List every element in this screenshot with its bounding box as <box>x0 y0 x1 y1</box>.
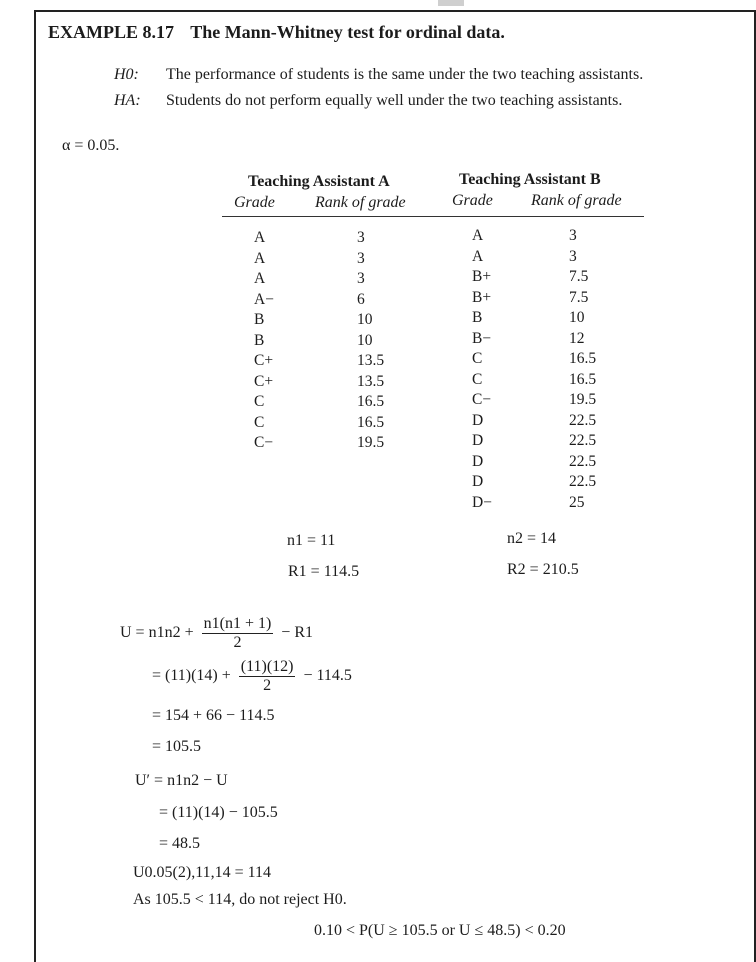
critical-value: U0.05(2),11,14 = 114 <box>133 864 272 881</box>
table-b-rank-cell: 12 <box>569 329 585 347</box>
u-substitution-lhs: = (11)(14) + <box>152 667 231 685</box>
table-b-grade-cell: D <box>472 432 484 449</box>
table-a-rank-cell: 6 <box>357 290 365 308</box>
table-b-grade-cell: D <box>472 452 484 470</box>
table-a-grade-cell: B <box>254 331 265 349</box>
table-b-rank-cell: 7.5 <box>569 288 589 306</box>
table-a-rank-cell: 3 <box>357 249 365 267</box>
u-formula-lhs: U = n1n2 + <box>120 624 194 642</box>
u-step-3: = 154 + 66 − 114.5 <box>152 707 275 724</box>
table-a-rank-cell: 3 <box>357 229 365 246</box>
table-b-grade-cell: C <box>472 370 483 388</box>
table-a-grade-cell: A− <box>254 290 274 308</box>
table-b-rank-cell: 25 <box>569 493 585 511</box>
n2-value: n2 = 14 <box>507 530 557 547</box>
table-b-grade-cell: D− <box>472 493 492 511</box>
group-a-header: Teaching Assistant A <box>248 173 390 190</box>
table-b-grade-cell: B− <box>472 329 492 347</box>
u-fraction-denominator: 2 <box>233 634 242 651</box>
table-a-grade-cell: C <box>254 413 265 431</box>
table-b-grade-cell: B+ <box>472 288 492 306</box>
u-substitution-numerator: (11)(12) <box>240 658 294 675</box>
b-rank-header: Rank of grade <box>531 192 622 209</box>
u-prime-result: = 48.5 <box>159 835 201 852</box>
table-b-rank-cell: 22.5 <box>569 473 597 490</box>
u-prime-substitution: = (11)(14) − 105.5 <box>159 804 278 821</box>
table-b-grade-cell: B+ <box>472 268 492 285</box>
ha-label: HA: <box>114 92 141 109</box>
table-header-rule <box>222 216 644 217</box>
table-a-grade-cell: C+ <box>254 372 274 390</box>
conclusion: As 105.5 < 114, do not reject H0. <box>133 891 347 908</box>
table-a-rank-cell: 13.5 <box>357 372 385 390</box>
table-a-grade-cell: A <box>254 270 266 287</box>
table-a-rank-cell: 3 <box>357 270 365 287</box>
b-grade-header: Grade <box>452 192 493 209</box>
table-a-rank-cell: 10 <box>357 311 373 328</box>
table-a-grade-cell: A <box>254 229 266 246</box>
table-a-grade-cell: C <box>254 393 265 410</box>
table-b-rank-cell: 22.5 <box>569 411 597 429</box>
u-fraction-numerator: n1(n1 + 1) <box>203 615 272 632</box>
table-a-grade-cell: B <box>254 311 265 328</box>
u-formula-fraction <box>202 615 274 652</box>
u-formula-tail: − R1 <box>281 624 313 642</box>
table-a-grade-cell: C− <box>254 434 274 451</box>
table-b-grade-cell: D <box>472 411 484 429</box>
u-substitution-fraction <box>239 658 296 695</box>
n1-value: n1 = 11 <box>287 532 336 549</box>
u-formula <box>120 615 313 652</box>
table-b-grade-cell: A <box>472 247 484 265</box>
r1-value: R1 = 114.5 <box>288 563 360 580</box>
u-substitution-tail: − 114.5 <box>303 667 352 685</box>
u-substitution-denominator: 2 <box>263 677 272 694</box>
a-grade-header: Grade <box>234 194 275 211</box>
ha-text: Students do not perform equally well under the two teaching assistants. <box>166 92 623 109</box>
table-b-rank-cell: 19.5 <box>569 391 597 408</box>
r2-value: R2 = 210.5 <box>507 561 579 578</box>
example-title: The Mann-Whitney test for ordinal data. <box>190 22 505 42</box>
table-b-grade-cell: C− <box>472 391 492 408</box>
table-b-rank-cell: 22.5 <box>569 452 597 470</box>
example-number: EXAMPLE 8.17 <box>48 22 174 42</box>
page-top-mark <box>438 0 464 6</box>
example-frame <box>34 10 756 962</box>
table-a-grade-cell: C+ <box>254 352 274 369</box>
table-b-rank-cell: 22.5 <box>569 432 597 449</box>
table-a-rank-cell: 16.5 <box>357 393 385 410</box>
example-heading <box>48 22 505 43</box>
table-b-rank-cell: 16.5 <box>569 370 597 388</box>
u-substitution <box>152 658 352 695</box>
table-b-rank-cell: 16.5 <box>569 350 597 367</box>
a-rank-header: Rank of grade <box>315 194 406 211</box>
table-b-rank-cell: 10 <box>569 309 585 326</box>
alpha-level: α = 0.05. <box>62 137 120 154</box>
p-value-range: 0.10 < P(U ≥ 105.5 or U ≤ 48.5) < 0.20 <box>314 922 566 939</box>
table-a-grade-cell: A <box>254 249 266 267</box>
table-b-rank-cell: 7.5 <box>569 268 589 285</box>
table-b-grade-cell: C <box>472 350 483 367</box>
table-b-rank-cell: 3 <box>569 227 577 244</box>
h0-text: The performance of students is the same under the two teaching assistants. <box>166 66 644 83</box>
table-b-grade-cell: D <box>472 473 484 490</box>
u-prime-formula: U′ = n1n2 − U <box>135 772 228 789</box>
table-a-rank-cell: 10 <box>357 331 373 349</box>
u-result: = 105.5 <box>152 738 202 755</box>
table-a-rank-cell: 19.5 <box>357 434 385 451</box>
table-a-rank-cell: 16.5 <box>357 413 385 431</box>
h0-label: H0: <box>114 66 139 83</box>
table-b-grade-cell: B <box>472 309 483 326</box>
table-b-grade-cell: A <box>472 227 484 244</box>
table-b-rank-cell: 3 <box>569 247 577 265</box>
group-b-header: Teaching Assistant B <box>459 171 601 188</box>
table-a-rank-cell: 13.5 <box>357 352 385 369</box>
